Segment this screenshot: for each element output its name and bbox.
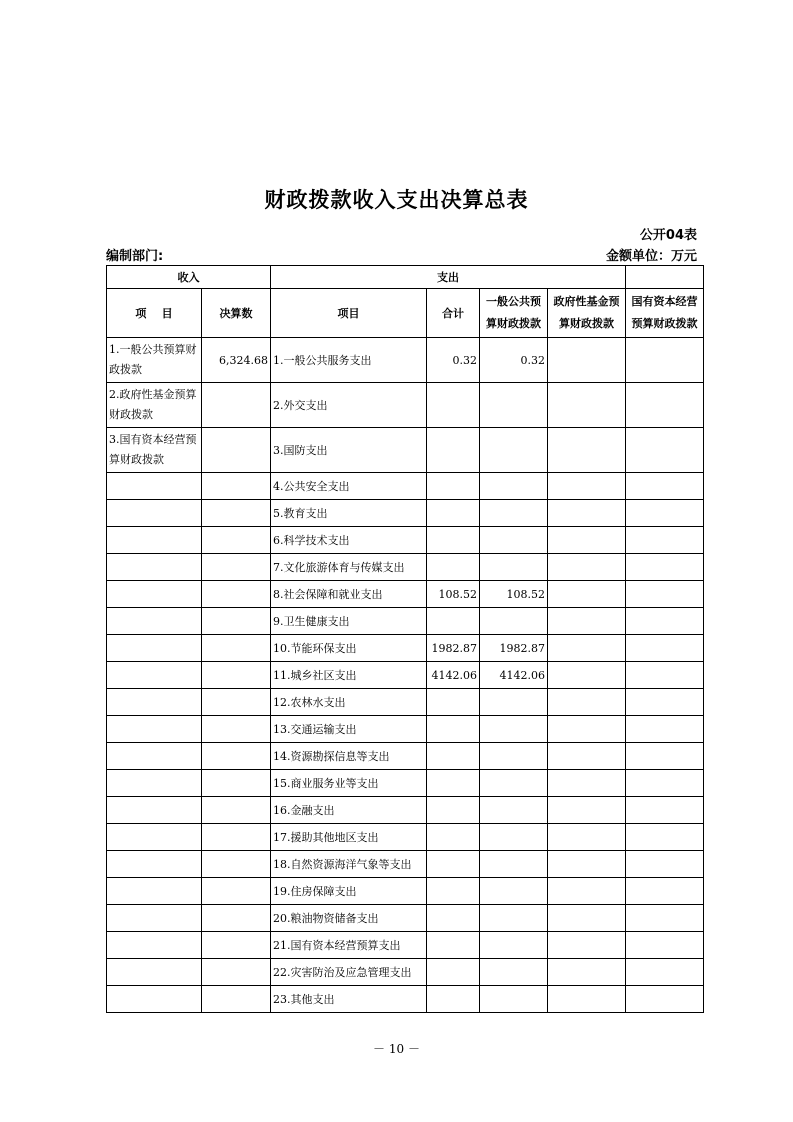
expense-item-cell: 19.住房保障支出: [271, 878, 427, 905]
income-amount-cell: [202, 932, 271, 959]
expense-item-cell: 17.援助其他地区支出: [271, 824, 427, 851]
income-amount-cell: 6,324.68: [202, 338, 271, 383]
fund-budget-cell: [548, 527, 626, 554]
expense-total-cell: [427, 383, 480, 428]
expense-total-cell: [427, 878, 480, 905]
fund-budget-cell: [548, 500, 626, 527]
income-item-cell: 1.一般公共预算财政拨款: [107, 338, 202, 383]
table-row: [107, 581, 704, 608]
fund-budget-cell: [548, 608, 626, 635]
table-row: [107, 743, 704, 770]
state-capital-cell: [626, 716, 704, 743]
table-row: [107, 635, 704, 662]
income-amount-cell: [202, 500, 271, 527]
expense-item-cell: 12.农林水支出: [271, 689, 427, 716]
state-capital-cell: [626, 743, 704, 770]
state-capital-cell: [626, 770, 704, 797]
fund-budget-cell: [548, 428, 626, 473]
expense-item-cell: 15.商业服务业等支出: [271, 770, 427, 797]
expense-item-cell: 16.金融支出: [271, 797, 427, 824]
income-item-cell: 2.政府性基金预算财政拨款: [107, 383, 202, 428]
general-budget-cell: [480, 770, 548, 797]
fund-budget-cell: [548, 905, 626, 932]
expense-total-cell: [427, 932, 480, 959]
table-row: [107, 383, 704, 428]
state-capital-cell: [626, 581, 704, 608]
expense-total-cell: [427, 797, 480, 824]
expense-total-cell: [427, 689, 480, 716]
general-budget-cell: [480, 716, 548, 743]
income-amount-cell: [202, 527, 271, 554]
amount-unit-label: 金额单位：万元: [605, 249, 697, 264]
expense-item-cell: 1.一般公共服务支出: [271, 338, 427, 383]
income-amount-cell: [202, 383, 271, 428]
income-amount-cell: [202, 473, 271, 500]
income-item-cell: [107, 986, 202, 1013]
expense-item-header: 项目: [271, 289, 427, 338]
general-budget-cell: 4142.06: [480, 662, 548, 689]
state-capital-cell: [626, 500, 704, 527]
expense-total-cell: 108.52: [427, 581, 480, 608]
income-amount-cell: [202, 662, 271, 689]
fund-budget-cell: [548, 986, 626, 1013]
general-budget-cell: [480, 959, 548, 986]
expense-item-cell: 13.交通运输支出: [271, 716, 427, 743]
income-amount-cell: [202, 959, 271, 986]
income-amount-cell: [202, 554, 271, 581]
table-row: [107, 770, 704, 797]
expense-item-cell: 14.资源勘探信息等支出: [271, 743, 427, 770]
income-amount-cell: [202, 770, 271, 797]
state-capital-cell: [626, 635, 704, 662]
fund-budget-cell: [548, 338, 626, 383]
state-capital-cell: [626, 689, 704, 716]
total-header: 合计: [427, 289, 480, 338]
income-item-cell: [107, 716, 202, 743]
income-item-cell: [107, 959, 202, 986]
income-amount-cell: [202, 743, 271, 770]
income-amount-header: 决算数: [202, 289, 271, 338]
income-item-cell: [107, 743, 202, 770]
expense-item-cell: 11.城乡社区支出: [271, 662, 427, 689]
income-amount-cell: [202, 608, 271, 635]
income-header: 收入: [107, 266, 271, 289]
fund-budget-cell: [548, 743, 626, 770]
fund-budget-cell: [548, 959, 626, 986]
income-amount-cell: [202, 581, 271, 608]
general-budget-cell: 0.32: [480, 338, 548, 383]
income-item-header: 项 目: [107, 289, 202, 338]
state-capital-cell: [626, 554, 704, 581]
table-row: [107, 851, 704, 878]
expense-item-cell: 5.教育支出: [271, 500, 427, 527]
expense-total-cell: [427, 959, 480, 986]
expense-item-cell: 21.国有资本经营预算支出: [271, 932, 427, 959]
general-budget-cell: [480, 383, 548, 428]
state-capital-cell: [626, 338, 704, 383]
expense-total-cell: [427, 743, 480, 770]
fund-budget-cell: [548, 797, 626, 824]
fund-budget-cell: [548, 824, 626, 851]
state-capital-cell: [626, 608, 704, 635]
table-row: [107, 932, 704, 959]
state-capital-header: 国有资本经营预算财政拨款: [626, 289, 704, 338]
general-budget-header: 一般公共预算财政拨款: [480, 289, 548, 338]
income-item-cell: [107, 878, 202, 905]
income-amount-cell: [202, 716, 271, 743]
income-item-cell: [107, 689, 202, 716]
income-item-cell: [107, 635, 202, 662]
fund-budget-cell: [548, 932, 626, 959]
income-amount-cell: [202, 851, 271, 878]
expense-total-cell: [427, 986, 480, 1013]
fund-budget-cell: [548, 878, 626, 905]
expense-total-cell: [427, 905, 480, 932]
fund-budget-cell: [548, 635, 626, 662]
general-budget-cell: [480, 986, 548, 1013]
general-budget-cell: [480, 878, 548, 905]
state-capital-cell: [626, 797, 704, 824]
expense-total-cell: [427, 608, 480, 635]
income-item-cell: [107, 500, 202, 527]
general-budget-cell: [480, 905, 548, 932]
expense-item-cell: 20.粮油物资储备支出: [271, 905, 427, 932]
state-capital-cell: [626, 878, 704, 905]
state-capital-cell: [626, 824, 704, 851]
table-row: [107, 554, 704, 581]
table-row: [107, 608, 704, 635]
expense-total-cell: [427, 428, 480, 473]
income-amount-cell: [202, 824, 271, 851]
income-amount-cell: [202, 905, 271, 932]
income-item-cell: [107, 581, 202, 608]
table-row: [107, 878, 704, 905]
expense-total-cell: [427, 527, 480, 554]
state-capital-cell: [626, 851, 704, 878]
general-budget-cell: [480, 608, 548, 635]
income-amount-cell: [202, 986, 271, 1013]
expense-total-cell: [427, 500, 480, 527]
budget-table: [106, 265, 704, 1013]
income-item-cell: [107, 662, 202, 689]
general-budget-cell: [480, 797, 548, 824]
fund-budget-cell: [548, 716, 626, 743]
expense-item-cell: 8.社会保障和就业支出: [271, 581, 427, 608]
general-budget-cell: [480, 824, 548, 851]
expense-item-cell: 23.其他支出: [271, 986, 427, 1013]
table-row: [107, 428, 704, 473]
expense-item-cell: 6.科学技术支出: [271, 527, 427, 554]
income-item-cell: [107, 527, 202, 554]
table-row: [107, 824, 704, 851]
expense-item-cell: 7.文化旅游体育与传媒支出: [271, 554, 427, 581]
general-budget-cell: 1982.87: [480, 635, 548, 662]
expense-total-cell: 0.32: [427, 338, 480, 383]
expense-header: 支出: [271, 266, 626, 289]
expense-total-cell: [427, 716, 480, 743]
income-item-cell: [107, 473, 202, 500]
state-capital-cell: [626, 383, 704, 428]
general-budget-cell: [480, 851, 548, 878]
income-item-cell: [107, 932, 202, 959]
general-budget-cell: [480, 428, 548, 473]
income-amount-cell: [202, 878, 271, 905]
fund-budget-cell: [548, 851, 626, 878]
table-row: [107, 959, 704, 986]
expense-item-cell: 9.卫生健康支出: [271, 608, 427, 635]
expense-total-cell: [427, 770, 480, 797]
income-amount-cell: [202, 635, 271, 662]
table-row: [107, 527, 704, 554]
general-budget-cell: [480, 932, 548, 959]
general-budget-cell: [480, 689, 548, 716]
table-row: [107, 689, 704, 716]
general-budget-cell: 108.52: [480, 581, 548, 608]
income-amount-cell: [202, 797, 271, 824]
table-row: [107, 338, 704, 383]
income-item-cell: [107, 797, 202, 824]
expense-total-cell: [427, 554, 480, 581]
income-item-cell: 3.国有资本经营预算财政拨款: [107, 428, 202, 473]
fund-budget-cell: [548, 473, 626, 500]
general-budget-cell: [480, 473, 548, 500]
table-body: [107, 338, 704, 1013]
expense-item-cell: 4.公共安全支出: [271, 473, 427, 500]
fund-budget-cell: [548, 554, 626, 581]
table-row: [107, 716, 704, 743]
table-row: [107, 905, 704, 932]
expense-total-cell: [427, 851, 480, 878]
income-item-cell: [107, 770, 202, 797]
fund-budget-cell: [548, 383, 626, 428]
income-amount-cell: [202, 689, 271, 716]
state-capital-cell: [626, 527, 704, 554]
fund-budget-cell: [548, 689, 626, 716]
state-capital-cell: [626, 473, 704, 500]
form-number: 公开04表: [639, 228, 697, 243]
expense-item-cell: 2.外交支出: [271, 383, 427, 428]
expense-total-cell: [427, 473, 480, 500]
income-item-cell: [107, 851, 202, 878]
expense-item-cell: 18.自然资源海洋气象等支出: [271, 851, 427, 878]
state-capital-cell: [626, 959, 704, 986]
page-title: 财政拨款收入支出决算总表: [264, 188, 529, 212]
department-label: 编制部门:: [106, 249, 164, 264]
state-capital-cell: [626, 986, 704, 1013]
income-amount-cell: [202, 428, 271, 473]
expense-total-cell: [427, 824, 480, 851]
fund-budget-cell: [548, 662, 626, 689]
expense-total-cell: 4142.06: [427, 662, 480, 689]
general-budget-cell: [480, 554, 548, 581]
income-item-cell: [107, 824, 202, 851]
blank-header-cell: [626, 266, 704, 289]
page-number: － 10 －: [373, 1042, 420, 1056]
expense-item-cell: 3.国防支出: [271, 428, 427, 473]
table-row: [107, 662, 704, 689]
expense-item-cell: 10.节能环保支出: [271, 635, 427, 662]
fund-budget-cell: [548, 581, 626, 608]
income-item-cell: [107, 608, 202, 635]
general-budget-cell: [480, 500, 548, 527]
state-capital-cell: [626, 905, 704, 932]
state-capital-cell: [626, 662, 704, 689]
general-budget-cell: [480, 527, 548, 554]
expense-item-cell: 22.灾害防治及应急管理支出: [271, 959, 427, 986]
expense-total-cell: 1982.87: [427, 635, 480, 662]
fund-budget-cell: [548, 770, 626, 797]
income-item-cell: [107, 905, 202, 932]
income-item-cell: [107, 554, 202, 581]
table-row: [107, 986, 704, 1013]
state-capital-cell: [626, 428, 704, 473]
table-row: [107, 473, 704, 500]
general-budget-cell: [480, 743, 548, 770]
table-row: [107, 500, 704, 527]
table-row: [107, 797, 704, 824]
state-capital-cell: [626, 932, 704, 959]
fund-budget-header: 政府性基金预算财政拨款: [548, 289, 626, 338]
